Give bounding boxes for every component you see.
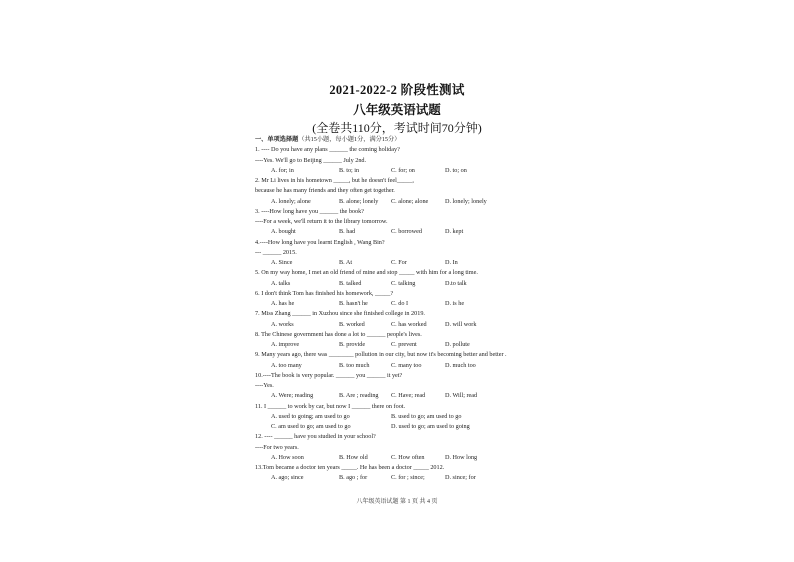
answer-option: B. At: [339, 259, 353, 266]
answer-option: B. provide: [339, 341, 366, 348]
answer-option: D.to talk: [445, 279, 467, 287]
answer-option: C. do I: [391, 300, 409, 307]
answer-option: D. pollute: [445, 341, 470, 348]
section-label: 一、单项选择题: [255, 136, 299, 143]
answer-option: C. many too: [391, 361, 422, 369]
options-line: [255, 166, 545, 176]
question-text-line: 11. I ______ to work by car, but now I ______ there on foot.: [255, 402, 406, 410]
options-line: [255, 391, 545, 401]
question-text-line: ----Yes. We'll go to Beijing ______ July 2nd.: [255, 156, 367, 164]
answer-option: D. used to go; am used to going: [391, 423, 470, 430]
answer-option: C. alone; alone: [391, 197, 429, 205]
answer-option: C. has worked: [391, 320, 427, 328]
answer-option: A. Were; reading: [271, 392, 314, 400]
question-text-line: ----Yes.: [255, 382, 274, 389]
answer-option: C. borrowed: [391, 228, 422, 236]
answer-option: A. bought: [271, 228, 296, 236]
question-text-line: 3. ----How long have you ______ the book?: [255, 207, 364, 215]
answer-option: A. works: [271, 320, 294, 328]
answer-option: A. too many: [271, 361, 302, 369]
answer-option: B. Are ; reading: [339, 392, 379, 400]
options-line: [255, 279, 545, 289]
answer-option: B. ago ; for: [339, 474, 368, 482]
answer-option: D. Will; read: [445, 392, 478, 400]
options-line: [255, 299, 545, 309]
answer-option: B. alone; lonely: [339, 197, 379, 205]
answer-option: A. How soon: [271, 453, 304, 461]
answer-option: B. had: [339, 228, 356, 236]
answer-option: D. kept: [445, 228, 464, 236]
answer-option: B. too much: [339, 361, 370, 369]
section-heading: [255, 135, 545, 145]
question-text-line: --- ______ 2015.: [255, 248, 297, 256]
question-lines: [255, 145, 545, 483]
exam-title: 2021-2022-2 阶段性测试: [329, 83, 465, 97]
answer-option: C. am used to go; am used to go: [271, 423, 351, 430]
question-text-line: ----For two years.: [255, 443, 299, 451]
question-text-line: 7. Miss Zhang ______ in Xuzhou since she finished college in 2019.: [255, 310, 425, 318]
question-text-line: 9. Many years ago, there was ________ pollution in our city, but now it's becoming better and better .: [255, 351, 507, 359]
options-line: [255, 320, 545, 330]
question-text-line: ----For a week, we'll return it to the library tomorrow.: [255, 218, 388, 225]
options-line: [255, 340, 545, 350]
answer-option: A. for; in: [271, 166, 294, 174]
options-line: [255, 453, 545, 463]
answer-option: B. hasn't he: [339, 300, 368, 307]
answer-option: A. ago; since: [271, 474, 304, 482]
answer-option: C. talking: [391, 279, 416, 287]
answer-option: A. used to going; am used to go: [271, 412, 350, 420]
answer-option: C. prevent: [391, 341, 417, 348]
answer-option: D. How long: [445, 453, 478, 461]
options-line: [255, 227, 545, 237]
answer-option: B. How old: [339, 453, 368, 461]
answer-option: B. talked: [339, 279, 362, 287]
options-line: [255, 197, 545, 207]
answer-option: B. used to go; am used to go: [391, 412, 462, 420]
answer-option: D. is he: [445, 300, 465, 307]
answer-option: C. For: [391, 259, 407, 266]
question-text-line: because he has many friends and they often get together.: [255, 187, 395, 195]
answer-option: D. In: [445, 259, 458, 266]
answer-option: A. has he: [271, 300, 295, 307]
question-text-line: 12. ---- ______ have you studied in your school?: [255, 433, 376, 441]
page-footer: 八年级英语试题 第 1 页 共 4 页: [356, 499, 438, 505]
answer-option: D. to; on: [445, 166, 467, 174]
answer-option: D. will work: [445, 320, 477, 328]
question-list: [255, 135, 545, 484]
answer-option: D. lonely; lonely: [445, 197, 487, 205]
options-line: [255, 412, 545, 422]
answer-option: D. much too: [445, 361, 476, 369]
options-line: [255, 473, 545, 483]
answer-option: B. to; in: [339, 166, 360, 174]
question-text-line: 6. I don't think Tom has finished his homework, _____?: [255, 289, 394, 297]
question-text-line: 2. Mr Li lives in his hometown _____, but he doesn't feel_____,: [255, 177, 414, 184]
answer-option: C. How often: [391, 453, 425, 461]
question-text-line: 13.Tom became a doctor ten years _____. He has been a doctor _____ 2012.: [255, 464, 445, 471]
answer-option: B. worked: [339, 320, 365, 328]
answer-option: C. for; on: [391, 166, 415, 174]
options-line: [255, 422, 545, 432]
section-info: （共15小题，每小题1分，满分15分）: [298, 136, 401, 143]
answer-option: C. for ; since;: [391, 474, 425, 482]
question-text-line: 4.----How long have you learnt English , Wang Bin?: [255, 238, 385, 246]
exam-note: (全卷共110分，考试时间70分钟): [312, 121, 482, 135]
question-text-line: 5. On my way home, I met an old friend of mine and stop _____ with him for a long time.: [255, 269, 478, 277]
options-line: [255, 258, 545, 268]
question-text-line: 8. The Chinese government has done a lot to ______ people's lives.: [255, 330, 422, 338]
options-line: [255, 361, 545, 371]
answer-option: A. talks: [271, 279, 291, 287]
question-text-line: 1. ---- Do you have any plans ______ the coming holiday?: [255, 146, 400, 154]
answer-option: A. lonely; alone: [271, 197, 311, 205]
answer-option: A. Since: [271, 259, 293, 266]
answer-option: A. improve: [271, 341, 300, 348]
answer-option: D. since; for: [445, 474, 476, 482]
exam-subtitle: 八年级英语试题: [353, 103, 441, 117]
question-text-line: 10.----The book is very popular. ______ you ______ it yet?: [255, 371, 403, 379]
answer-option: C. Have; read: [391, 392, 426, 400]
